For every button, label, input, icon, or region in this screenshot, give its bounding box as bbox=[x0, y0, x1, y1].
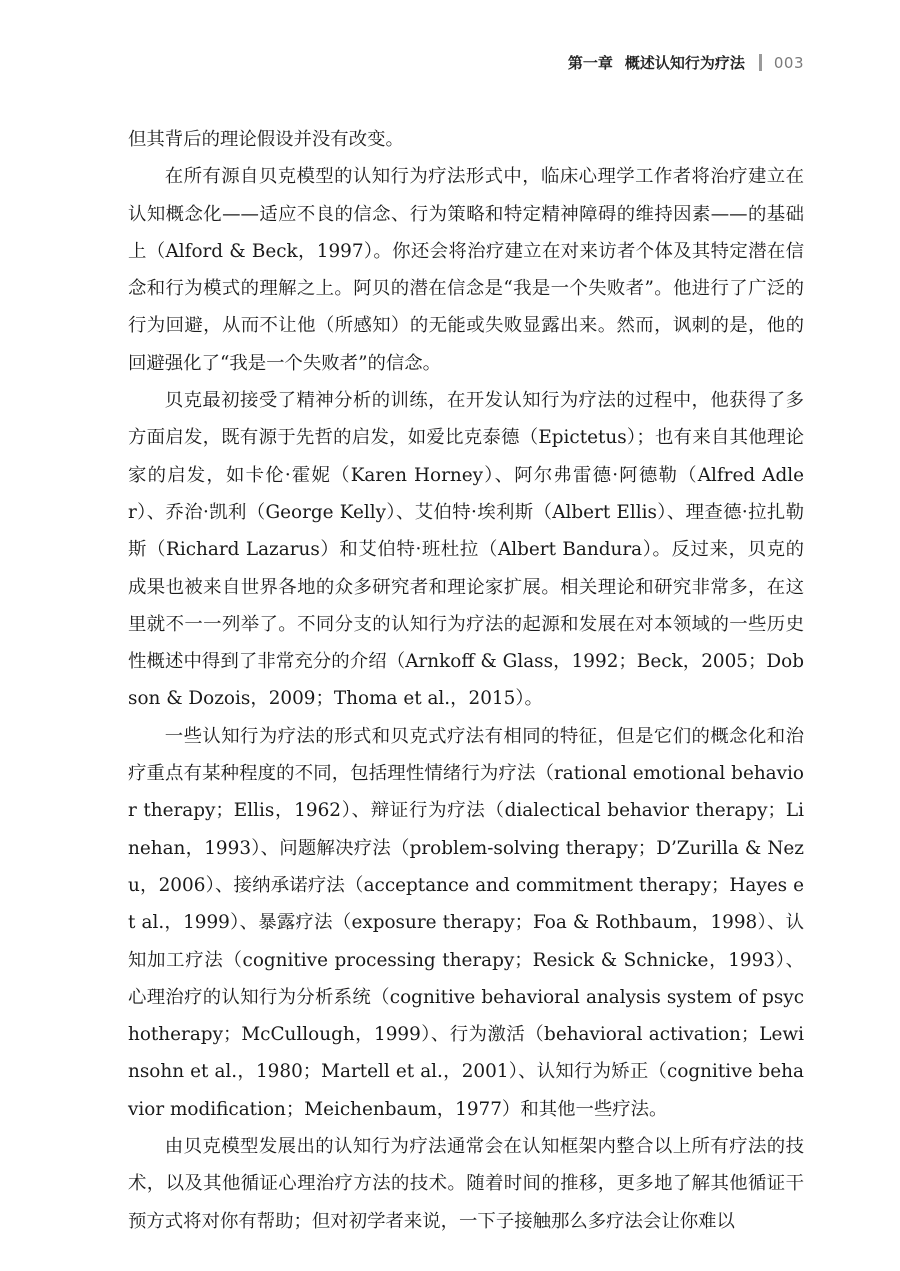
paragraph-cognitive-conceptualization: 在所有源自贝克模型的认知行为疗法形式中，临床心理学工作者将治疗建立在认知概念化——适应不良的信念、行为策略和特定精神障碍的维持因素——的基础上（Alford & Beck，1997）。你还会将治疗建立在对来访者个体及其特定潜在信念和行为模式的理解之上。阿贝的潜在信念是“我是一个失败者”。他进行了广泛的行为回避，从而不让他（所感知）的无能或失败显露出来。然而，讽刺的是，他的回避强化了“我是一个失败者”的信念。 bbox=[128, 166, 804, 374]
paragraph-related-therapies: 一些认知行为疗法的形式和贝克式疗法有相同的特征，但是它们的概念化和治疗重点有某种程度的不同，包括理性情绪行为疗法（rational emotional behavior therapy；Ellis，1962）、辩证行为疗法（dialectical behavior therapy；Linehan，1993）、问题解决疗法（problem-solving therapy；D’Zurilla & Nezu，2006）、接纳承诺疗法（acceptance and commitment therapy；Hayes et al.，1999）、暴露疗法（exposure therapy；Foa & Rothbaum，1998）、认知加工疗法（cognitive processing therapy；Resick & Schnicke，1993）、心理治疗的认知行为分析系统（cognitive behavioral analysis system of psychotherapy；McCullough，1999）、行为激活（behavioral activation；Lewinsohn et al.，1980；Martell et al.，2001）、认知行为矫正（cognitive behavior modification；Meichenbaum，1977）和其他一些疗法。 bbox=[128, 725, 804, 1120]
running-header bbox=[568, 52, 804, 73]
paragraph-beck-influences: 贝克最初接受了精神分析的训练，在开发认知行为疗法的过程中，他获得了多方面启发，既有源于先哲的启发，如爱比克泰德（Epictetus）；也有来自其他理论家的启发，如卡伦·霍妮（Karen Horney）、阿尔弗雷德·阿德勒（Alfred Adler）、乔治·凯利（George Kelly）、艾伯特·埃利斯（Albert Ellis）、理查德·拉扎勒斯（Richard Lazarus）和艾伯特·班杜拉（Albert Bandura）。反过来，贝克的成果也被来自世界各地的众多研究者和理论家扩展。相关理论和研究非常多，在这里就不一一列举了。不同分支的认知行为疗法的起源和发展在对本领域的一些历史性概述中得到了非常充分的介绍（Arnkoff & Glass，1992；Beck，2005；Dobson & Dozois，2009；Thoma et al.，2015）。 bbox=[128, 390, 804, 710]
paragraph-integration: 由贝克模型发展出的认知行为疗法通常会在认知框架内整合以上所有疗法的技术，以及其他循证心理治疗方法的技术。随着时间的推移，更多地了解其他循证干预方式将对你有帮助；但对初学者来说，一下子接触那么多疗法会让你难以 bbox=[128, 1136, 804, 1232]
paragraph-continuation: 但其背后的理论假设并没有改变。 bbox=[128, 129, 404, 150]
header-divider bbox=[759, 54, 762, 71]
chapter-title: 概述认知行为疗法 bbox=[624, 54, 745, 72]
page-number: 003 bbox=[773, 53, 804, 72]
body-text bbox=[128, 121, 804, 1240]
chapter-number: 第一章 bbox=[567, 54, 613, 72]
